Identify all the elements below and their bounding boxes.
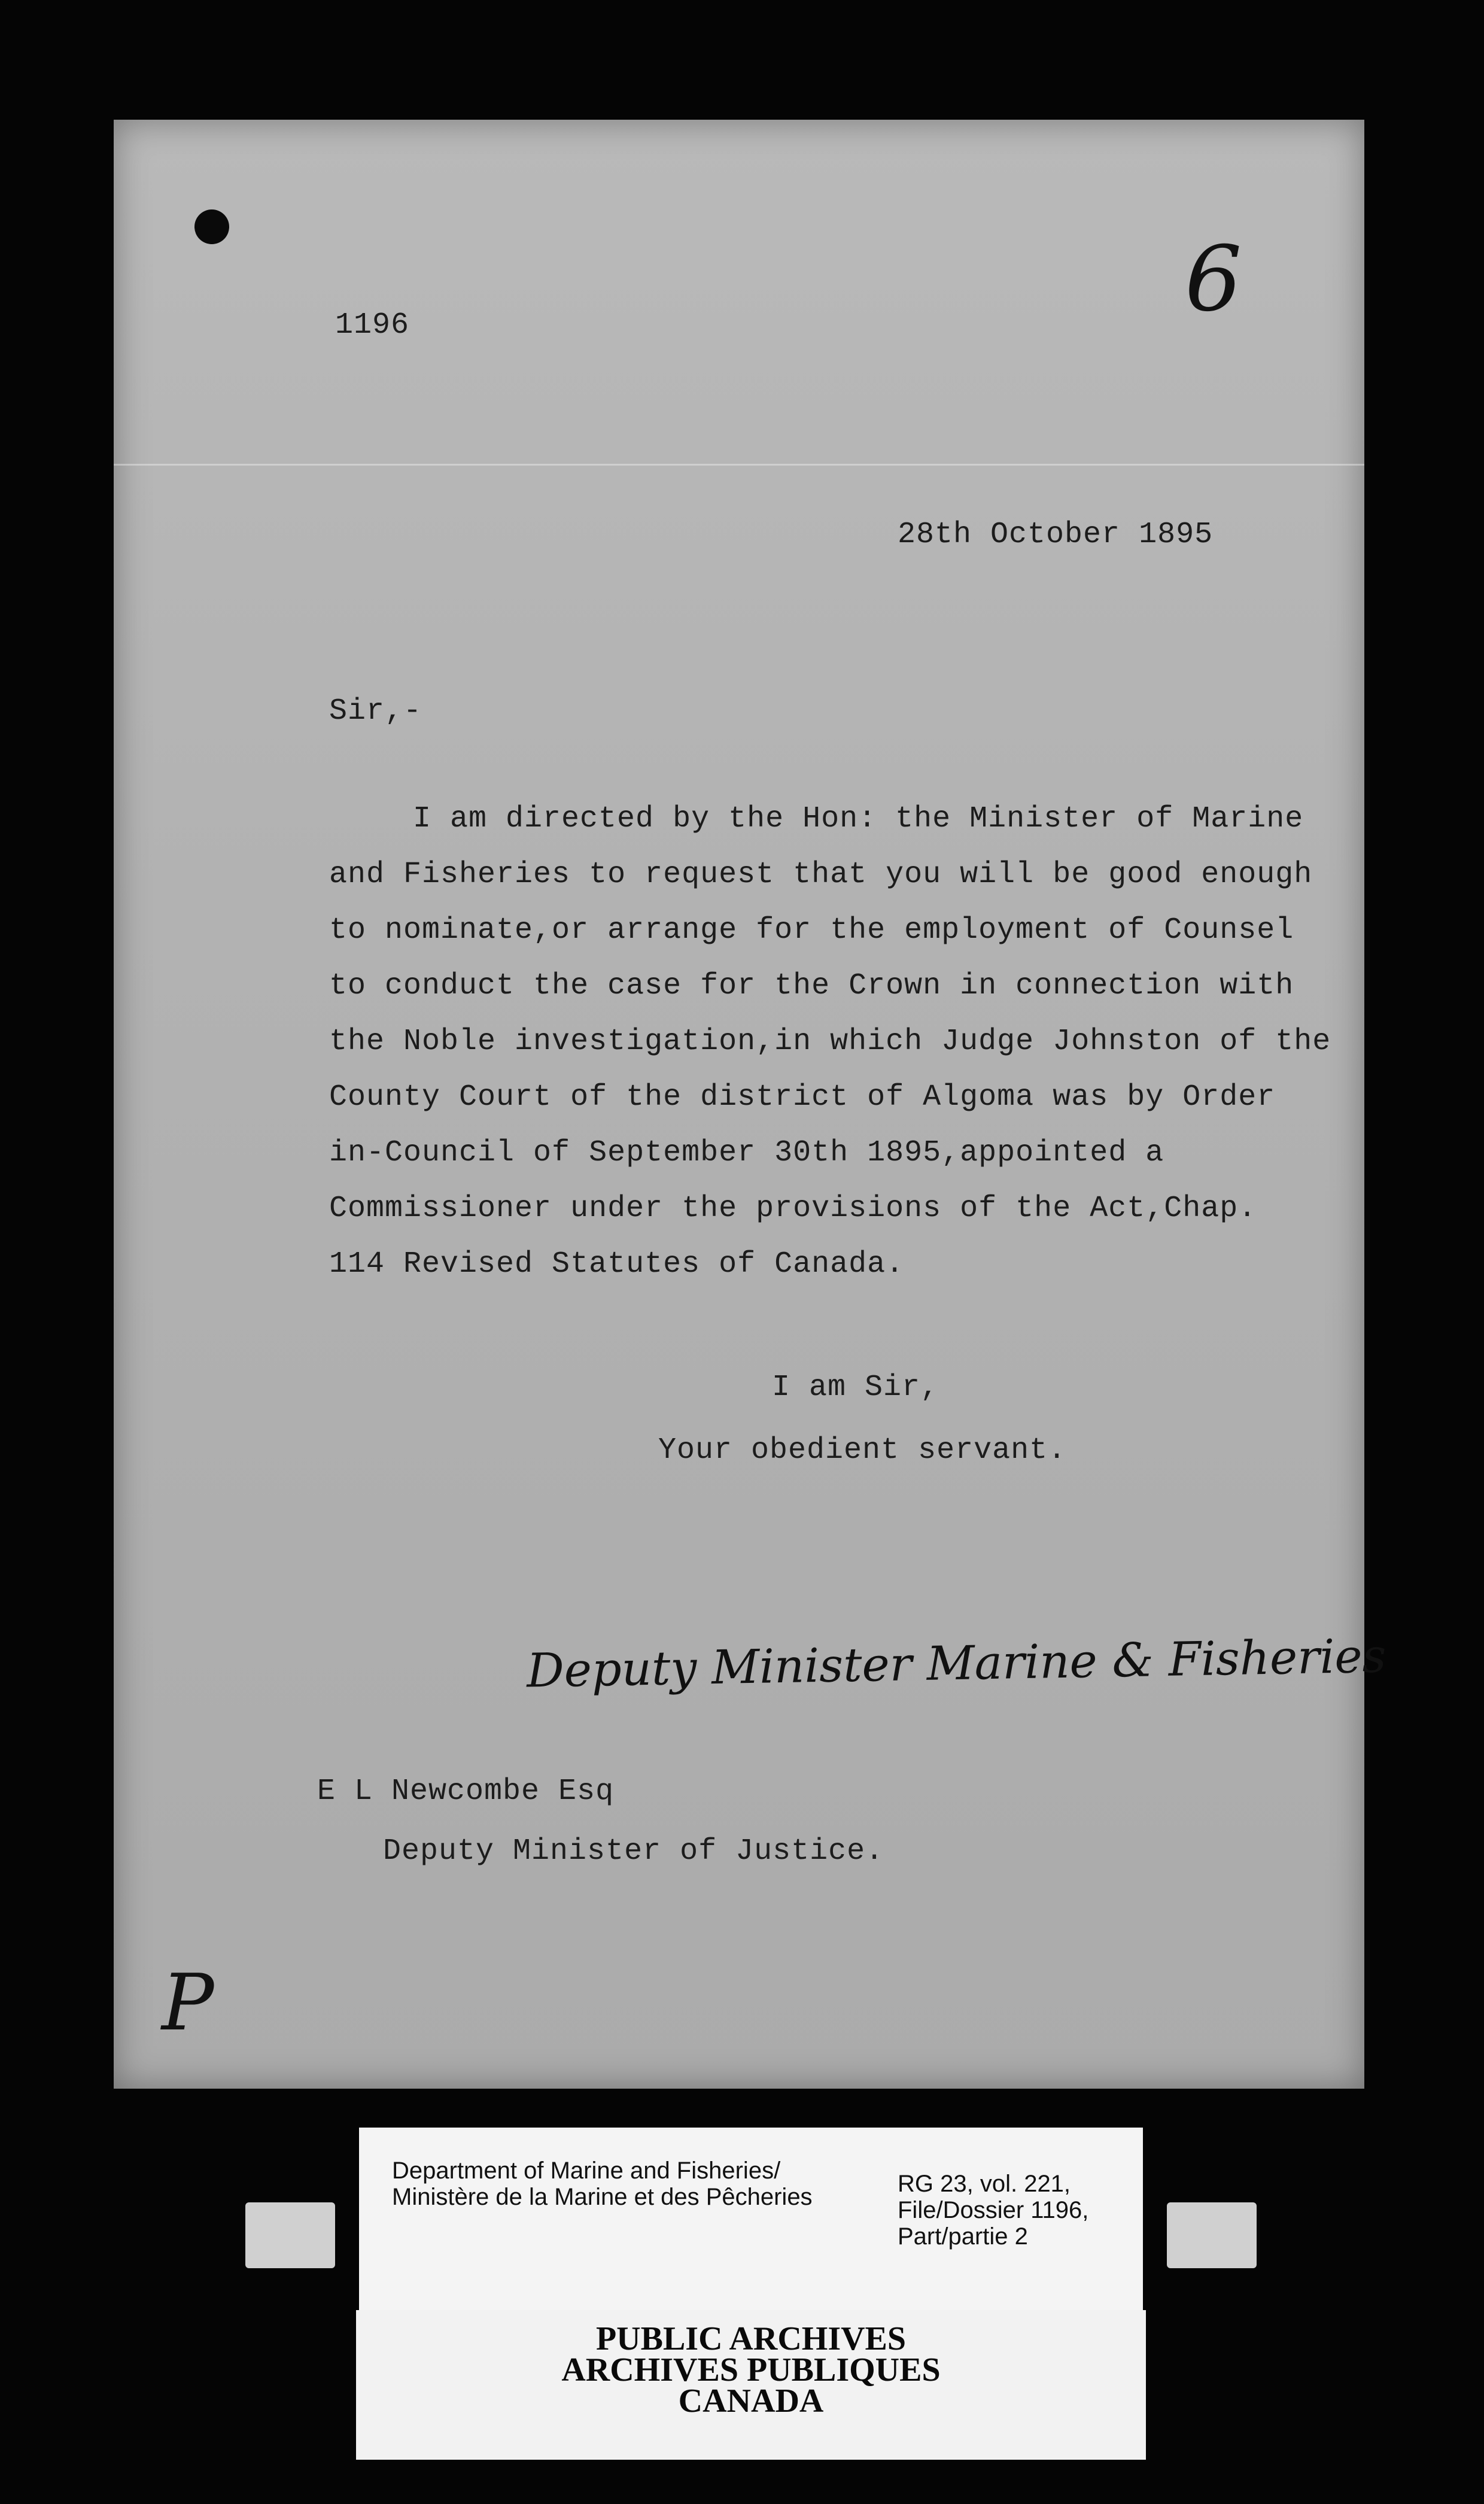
department-name: Department of Marine and Fisheries/ Ministère de la Marine et des Pêcheries <box>392 2157 813 2210</box>
archive-reference-label <box>359 2128 1143 2313</box>
file-reference: RG 23, vol. 221, File/Dossier 1196, Part/partie 2 <box>898 2171 1089 2250</box>
body-line: 114 Revised Statutes of Canada. <box>329 1247 905 1281</box>
archive-name-en: PUBLIC ARCHIVES <box>595 2320 907 2357</box>
page-mark: 6 <box>1185 227 1242 332</box>
handwritten-initial: P <box>162 1957 214 2048</box>
body-line: Commissioner under the provisions of the Act,Chap. <box>329 1192 1257 1226</box>
fold-line <box>114 464 1364 466</box>
letter-page <box>114 120 1387 2089</box>
salutation: Sir,- <box>329 694 422 728</box>
archive-name-fr: ARCHIVES PUBLIQUES <box>561 2351 941 2388</box>
clip-right <box>1167 2202 1257 2268</box>
body-line: the Noble investigation,in which Judge Johnston of the <box>329 1025 1331 1059</box>
addressee-title: Deputy Minister of Justice. <box>383 1834 884 1868</box>
clip-left <box>245 2202 335 2268</box>
body-line: to conduct the case for the Crown in connection with <box>329 969 1294 1003</box>
archive-name-label <box>356 2310 1146 2460</box>
addressee-name: E L Newcombe Esq <box>317 1774 615 1809</box>
archive-country: CANADA <box>678 2383 824 2420</box>
body-line: I am directed by the Hon: the Minister of Marine <box>413 802 1304 836</box>
body-line: to nominate,or arrange for the employment of Counsel <box>329 913 1294 947</box>
letter-date: 28th October 1895 <box>898 518 1214 552</box>
file-number: 1196 <box>335 308 410 342</box>
closing-line-2: Your obedient servant. <box>658 1433 1067 1467</box>
body-line: and Fisheries to request that you will be good enough <box>329 858 1313 892</box>
body-line: County Court of the district of Algoma was by Order <box>329 1080 1276 1114</box>
body-line: in-Council of September 30th 1895,appointed a <box>329 1136 1164 1170</box>
closing-line-1: I am Sir, <box>772 1370 939 1405</box>
handwritten-signature: Deputy Minister Marine & Fisheries <box>526 1629 1387 1698</box>
punch-hole <box>194 209 229 244</box>
